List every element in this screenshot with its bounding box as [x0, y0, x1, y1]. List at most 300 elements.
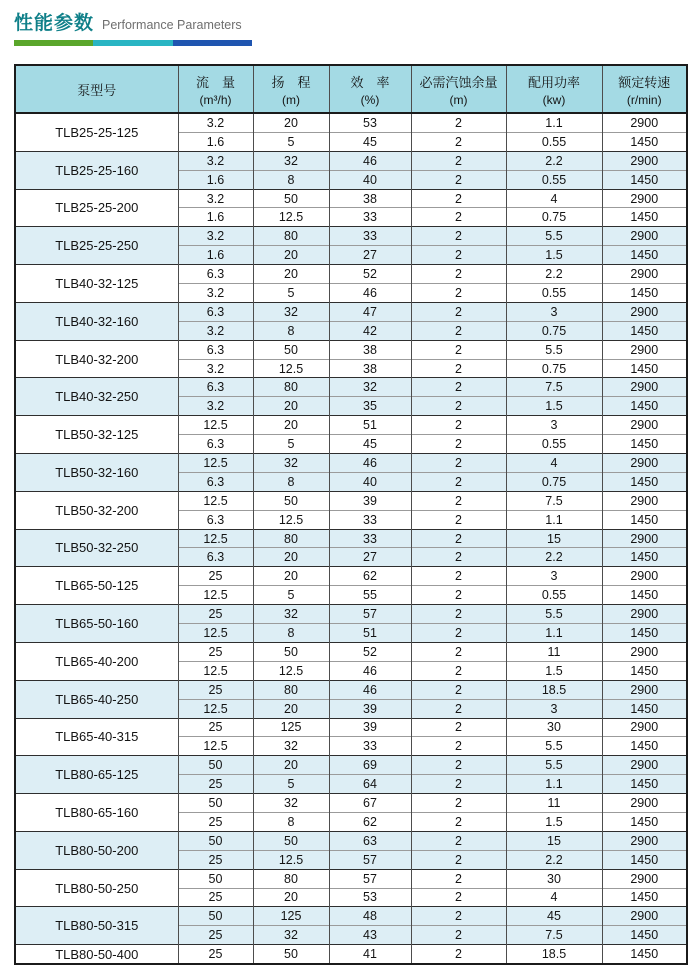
data-cell: 1.1	[506, 624, 602, 643]
data-cell: 125	[253, 907, 329, 926]
data-cell: 2	[411, 529, 506, 548]
data-cell: 1450	[602, 548, 687, 567]
data-cell: 12.5	[253, 208, 329, 227]
data-cell: 38	[329, 189, 411, 208]
data-cell: 2900	[602, 340, 687, 359]
data-cell: 46	[329, 661, 411, 680]
data-cell: 6.3	[178, 510, 253, 529]
data-cell: 2	[411, 416, 506, 435]
data-cell: 53	[329, 888, 411, 907]
section-header	[14, 8, 252, 46]
table-row	[15, 642, 687, 661]
data-cell: 62	[329, 812, 411, 831]
data-cell: 5	[253, 284, 329, 303]
data-cell: 46	[329, 680, 411, 699]
data-cell: 8	[253, 624, 329, 643]
data-cell: 1.5	[506, 246, 602, 265]
table-row	[15, 113, 687, 132]
data-cell: 25	[178, 888, 253, 907]
page-subtitle: Performance Parameters	[102, 18, 242, 32]
data-cell: 3	[506, 302, 602, 321]
data-cell: 2900	[602, 189, 687, 208]
data-cell: 8	[253, 321, 329, 340]
pump-model-cell: TLB80-50-200	[15, 831, 178, 869]
pump-model-cell: TLB50-32-250	[15, 529, 178, 567]
data-cell: 1.5	[506, 397, 602, 416]
table-row	[15, 794, 687, 813]
data-cell: 2	[411, 567, 506, 586]
data-cell: 1450	[602, 945, 687, 964]
data-cell: 32	[253, 794, 329, 813]
data-cell: 12.5	[178, 624, 253, 643]
data-cell: 2	[411, 907, 506, 926]
data-cell: 2900	[602, 642, 687, 661]
data-cell: 2.2	[506, 265, 602, 284]
performance-table	[14, 64, 688, 965]
data-cell: 25	[178, 812, 253, 831]
data-cell: 2.2	[506, 151, 602, 170]
data-cell: 33	[329, 529, 411, 548]
data-cell: 12.5	[253, 661, 329, 680]
data-cell: 11	[506, 642, 602, 661]
data-cell: 2	[411, 718, 506, 737]
data-cell: 0.55	[506, 284, 602, 303]
data-cell: 0.55	[506, 435, 602, 454]
data-cell: 12.5	[178, 737, 253, 756]
data-cell: 2900	[602, 718, 687, 737]
data-cell: 32	[253, 737, 329, 756]
data-cell: 50	[253, 642, 329, 661]
data-cell: 1450	[602, 624, 687, 643]
pump-model-cell: TLB50-32-160	[15, 454, 178, 492]
data-cell: 55	[329, 586, 411, 605]
table-row	[15, 831, 687, 850]
data-cell: 57	[329, 850, 411, 869]
data-cell: 2	[411, 397, 506, 416]
data-cell: 5.5	[506, 737, 602, 756]
data-cell: 5.5	[506, 756, 602, 775]
data-cell: 2	[411, 227, 506, 246]
data-cell: 3.2	[178, 113, 253, 132]
data-cell: 12.5	[178, 661, 253, 680]
data-cell: 39	[329, 699, 411, 718]
data-cell: 2900	[602, 756, 687, 775]
data-cell: 38	[329, 359, 411, 378]
data-cell: 6.3	[178, 302, 253, 321]
data-cell: 2	[411, 359, 506, 378]
data-cell: 2900	[602, 151, 687, 170]
data-cell: 3	[506, 567, 602, 586]
table-body	[15, 113, 687, 964]
data-cell: 2	[411, 246, 506, 265]
data-cell: 0.55	[506, 170, 602, 189]
data-cell: 2	[411, 699, 506, 718]
data-cell: 33	[329, 737, 411, 756]
data-cell: 2	[411, 151, 506, 170]
data-cell: 2	[411, 605, 506, 624]
data-cell: 2	[411, 208, 506, 227]
data-cell: 12.5	[178, 454, 253, 473]
data-cell: 5	[253, 775, 329, 794]
data-cell: 3.2	[178, 321, 253, 340]
data-cell: 50	[253, 189, 329, 208]
data-cell: 46	[329, 284, 411, 303]
data-cell: 1.5	[506, 812, 602, 831]
data-cell: 1450	[602, 208, 687, 227]
data-cell: 80	[253, 529, 329, 548]
table-row	[15, 605, 687, 624]
data-cell: 52	[329, 265, 411, 284]
data-cell: 0.75	[506, 321, 602, 340]
data-cell: 12.5	[253, 359, 329, 378]
data-cell: 1450	[602, 284, 687, 303]
data-cell: 2	[411, 510, 506, 529]
data-cell: 1450	[602, 132, 687, 151]
data-cell: 1.6	[178, 246, 253, 265]
data-cell: 1450	[602, 812, 687, 831]
table-row	[15, 416, 687, 435]
data-cell: 1450	[602, 472, 687, 491]
data-cell: 8	[253, 170, 329, 189]
data-cell: 1450	[602, 321, 687, 340]
data-cell: 7.5	[506, 378, 602, 397]
column-header: 配用功率 (kw)	[506, 65, 602, 113]
column-header: 必需汽蚀余量 (m)	[411, 65, 506, 113]
data-cell: 1450	[602, 926, 687, 945]
data-cell: 20	[253, 246, 329, 265]
data-cell: 2	[411, 113, 506, 132]
data-cell: 53	[329, 113, 411, 132]
data-cell: 3	[506, 416, 602, 435]
pump-model-cell: TLB25-25-250	[15, 227, 178, 265]
data-cell: 1.1	[506, 775, 602, 794]
table-row	[15, 907, 687, 926]
data-cell: 51	[329, 624, 411, 643]
data-cell: 20	[253, 397, 329, 416]
data-cell: 69	[329, 756, 411, 775]
table-row	[15, 680, 687, 699]
table-row	[15, 869, 687, 888]
data-cell: 6.3	[178, 472, 253, 491]
data-cell: 12.5	[253, 510, 329, 529]
data-cell: 2900	[602, 113, 687, 132]
data-cell: 50	[178, 869, 253, 888]
data-cell: 2900	[602, 265, 687, 284]
data-cell: 2	[411, 869, 506, 888]
data-cell: 2	[411, 454, 506, 473]
pump-model-cell: TLB25-25-125	[15, 113, 178, 151]
data-cell: 1.6	[178, 170, 253, 189]
data-cell: 2900	[602, 378, 687, 397]
data-cell: 32	[253, 151, 329, 170]
data-cell: 18.5	[506, 680, 602, 699]
data-cell: 32	[253, 605, 329, 624]
data-cell: 32	[253, 926, 329, 945]
data-cell: 2	[411, 680, 506, 699]
table-header-row	[15, 65, 687, 113]
data-cell: 20	[253, 888, 329, 907]
data-cell: 1450	[602, 888, 687, 907]
data-cell: 25	[178, 775, 253, 794]
data-cell: 2	[411, 548, 506, 567]
data-cell: 2	[411, 926, 506, 945]
data-cell: 2	[411, 812, 506, 831]
data-cell: 25	[178, 718, 253, 737]
data-cell: 2	[411, 586, 506, 605]
data-cell: 2.2	[506, 548, 602, 567]
data-cell: 20	[253, 113, 329, 132]
data-cell: 5.5	[506, 227, 602, 246]
data-cell: 52	[329, 642, 411, 661]
data-cell: 32	[253, 454, 329, 473]
data-cell: 33	[329, 208, 411, 227]
data-cell: 25	[178, 605, 253, 624]
data-cell: 15	[506, 529, 602, 548]
table-row	[15, 378, 687, 397]
data-cell: 2	[411, 378, 506, 397]
accent-bar-blue-segment	[173, 40, 252, 46]
data-cell: 2	[411, 945, 506, 964]
data-cell: 6.3	[178, 378, 253, 397]
data-cell: 46	[329, 151, 411, 170]
data-cell: 12.5	[178, 699, 253, 718]
data-cell: 50	[178, 907, 253, 926]
data-cell: 64	[329, 775, 411, 794]
data-cell: 25	[178, 642, 253, 661]
data-cell: 6.3	[178, 265, 253, 284]
data-cell: 3.2	[178, 151, 253, 170]
data-cell: 50	[253, 831, 329, 850]
column-header: 额定转速 (r/min)	[602, 65, 687, 113]
data-cell: 4	[506, 189, 602, 208]
data-cell: 32	[253, 302, 329, 321]
data-cell: 2900	[602, 907, 687, 926]
data-cell: 2900	[602, 794, 687, 813]
data-cell: 0.55	[506, 586, 602, 605]
data-cell: 80	[253, 227, 329, 246]
data-cell: 80	[253, 869, 329, 888]
data-cell: 12.5	[178, 529, 253, 548]
data-cell: 1.5	[506, 661, 602, 680]
data-cell: 11	[506, 794, 602, 813]
data-cell: 1.1	[506, 113, 602, 132]
data-cell: 25	[178, 850, 253, 869]
data-cell: 7.5	[506, 491, 602, 510]
pump-model-cell: TLB65-50-160	[15, 605, 178, 643]
data-cell: 6.3	[178, 340, 253, 359]
data-cell: 2900	[602, 567, 687, 586]
data-cell: 1.1	[506, 510, 602, 529]
data-cell: 57	[329, 869, 411, 888]
data-cell: 2900	[602, 605, 687, 624]
pump-model-cell: TLB80-50-315	[15, 907, 178, 945]
accent-bar	[14, 40, 252, 46]
page-title: 性能参数	[14, 13, 95, 34]
data-cell: 47	[329, 302, 411, 321]
data-cell: 12.5	[253, 850, 329, 869]
data-cell: 50	[253, 945, 329, 964]
data-cell: 1.6	[178, 132, 253, 151]
data-cell: 20	[253, 699, 329, 718]
data-cell: 45	[506, 907, 602, 926]
data-cell: 25	[178, 926, 253, 945]
table-row	[15, 756, 687, 775]
data-cell: 1450	[602, 699, 687, 718]
data-cell: 5	[253, 435, 329, 454]
data-cell: 2	[411, 624, 506, 643]
data-cell: 1450	[602, 246, 687, 265]
data-cell: 1450	[602, 170, 687, 189]
table-row	[15, 491, 687, 510]
data-cell: 45	[329, 435, 411, 454]
data-cell: 1450	[602, 850, 687, 869]
data-cell: 50	[253, 340, 329, 359]
column-header: 扬 程 (m)	[253, 65, 329, 113]
pump-model-cell: TLB40-32-200	[15, 340, 178, 378]
data-cell: 12.5	[178, 416, 253, 435]
data-cell: 30	[506, 718, 602, 737]
data-cell: 33	[329, 227, 411, 246]
data-cell: 2	[411, 888, 506, 907]
data-cell: 1450	[602, 397, 687, 416]
data-cell: 0.75	[506, 208, 602, 227]
data-cell: 63	[329, 831, 411, 850]
data-cell: 3.2	[178, 189, 253, 208]
accent-bar-teal-segment	[93, 40, 172, 46]
data-cell: 18.5	[506, 945, 602, 964]
data-cell: 3	[506, 699, 602, 718]
data-cell: 0.75	[506, 472, 602, 491]
data-cell: 2	[411, 170, 506, 189]
table-row	[15, 567, 687, 586]
data-cell: 20	[253, 265, 329, 284]
data-cell: 2900	[602, 491, 687, 510]
data-cell: 1.6	[178, 208, 253, 227]
data-cell: 3.2	[178, 359, 253, 378]
data-cell: 2	[411, 850, 506, 869]
data-cell: 27	[329, 548, 411, 567]
data-cell: 2.2	[506, 850, 602, 869]
data-cell: 12.5	[178, 491, 253, 510]
pump-model-cell: TLB50-32-125	[15, 416, 178, 454]
table-header	[15, 65, 687, 113]
pump-model-cell: TLB25-25-160	[15, 151, 178, 189]
accent-bar-green-segment	[14, 40, 93, 46]
data-cell: 3.2	[178, 227, 253, 246]
data-cell: 4	[506, 454, 602, 473]
table-row	[15, 151, 687, 170]
data-cell: 20	[253, 548, 329, 567]
pump-model-cell: TLB65-40-200	[15, 642, 178, 680]
data-cell: 20	[253, 756, 329, 775]
pump-model-cell: TLB40-32-125	[15, 265, 178, 303]
data-cell: 0.55	[506, 132, 602, 151]
data-cell: 40	[329, 170, 411, 189]
data-cell: 1450	[602, 435, 687, 454]
data-cell: 50	[178, 756, 253, 775]
data-cell: 5.5	[506, 340, 602, 359]
column-header: 效 率 (%)	[329, 65, 411, 113]
data-cell: 2	[411, 794, 506, 813]
pump-model-cell: TLB80-65-160	[15, 794, 178, 832]
data-cell: 2900	[602, 227, 687, 246]
data-cell: 42	[329, 321, 411, 340]
data-cell: 45	[329, 132, 411, 151]
data-cell: 50	[253, 491, 329, 510]
data-cell: 32	[329, 378, 411, 397]
data-cell: 57	[329, 605, 411, 624]
data-cell: 2	[411, 321, 506, 340]
pump-model-cell: TLB40-32-250	[15, 378, 178, 416]
column-header: 流 量 (m³/h)	[178, 65, 253, 113]
data-cell: 2	[411, 831, 506, 850]
data-cell: 67	[329, 794, 411, 813]
pump-model-cell: TLB80-50-250	[15, 869, 178, 907]
data-cell: 2900	[602, 302, 687, 321]
data-cell: 1450	[602, 586, 687, 605]
data-cell: 7.5	[506, 926, 602, 945]
data-cell: 2900	[602, 454, 687, 473]
data-cell: 2	[411, 302, 506, 321]
table-row	[15, 302, 687, 321]
pump-model-cell: TLB80-65-125	[15, 756, 178, 794]
data-cell: 43	[329, 926, 411, 945]
data-cell: 2900	[602, 416, 687, 435]
data-cell: 1450	[602, 775, 687, 794]
table-row	[15, 945, 687, 964]
table-row	[15, 340, 687, 359]
data-cell: 50	[178, 831, 253, 850]
data-cell: 39	[329, 718, 411, 737]
table-row	[15, 529, 687, 548]
data-cell: 6.3	[178, 435, 253, 454]
data-cell: 2	[411, 265, 506, 284]
data-cell: 2900	[602, 529, 687, 548]
data-cell: 2	[411, 132, 506, 151]
data-cell: 2	[411, 661, 506, 680]
data-cell: 38	[329, 340, 411, 359]
table-row	[15, 265, 687, 284]
data-cell: 3.2	[178, 284, 253, 303]
data-cell: 20	[253, 416, 329, 435]
pump-model-cell: TLB80-50-400	[15, 945, 178, 964]
data-cell: 2900	[602, 831, 687, 850]
data-cell: 2	[411, 435, 506, 454]
data-cell: 1450	[602, 737, 687, 756]
data-cell: 46	[329, 454, 411, 473]
pump-model-cell: TLB40-32-160	[15, 302, 178, 340]
data-cell: 5.5	[506, 605, 602, 624]
data-cell: 3.2	[178, 397, 253, 416]
pump-model-cell: TLB50-32-200	[15, 491, 178, 529]
data-cell: 80	[253, 680, 329, 699]
data-cell: 39	[329, 491, 411, 510]
data-cell: 1450	[602, 661, 687, 680]
pump-model-cell: TLB65-40-315	[15, 718, 178, 756]
data-cell: 1450	[602, 359, 687, 378]
data-cell: 2	[411, 472, 506, 491]
data-cell: 2	[411, 189, 506, 208]
data-cell: 2	[411, 775, 506, 794]
data-cell: 33	[329, 510, 411, 529]
pump-model-cell: TLB65-40-250	[15, 680, 178, 718]
data-cell: 12.5	[178, 586, 253, 605]
table-row	[15, 189, 687, 208]
data-cell: 8	[253, 472, 329, 491]
data-cell: 2	[411, 642, 506, 661]
data-cell: 20	[253, 567, 329, 586]
data-cell: 5	[253, 586, 329, 605]
